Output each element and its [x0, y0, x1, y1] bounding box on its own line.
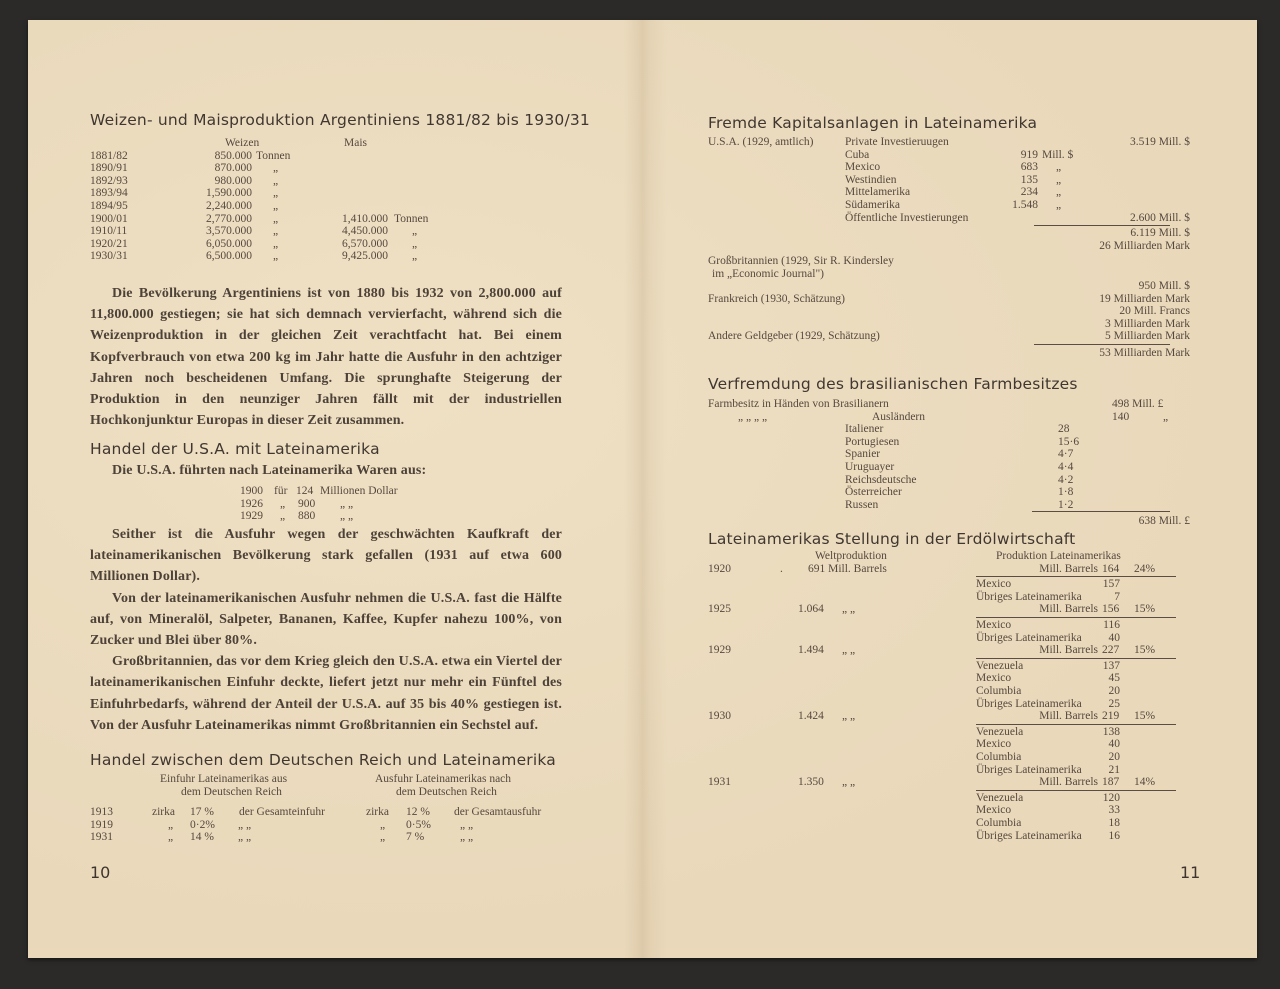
usa-exports-table — [240, 485, 480, 523]
table-header — [90, 137, 510, 150]
dot: . — [780, 562, 783, 575]
region-unit: „ — [1056, 161, 1062, 174]
latam-value: 164 — [1102, 562, 1120, 575]
page-number-right: 11 — [1180, 863, 1201, 882]
import-suffix: „ „ — [238, 818, 252, 831]
oil-year: 1930 — [708, 710, 731, 723]
import-value: 17 % — [190, 806, 214, 819]
oil-table — [708, 550, 1188, 850]
year-cell: 1926 — [240, 497, 263, 510]
nation-value: 1·8 — [1058, 486, 1074, 499]
unit-cell: Tonnen — [394, 212, 429, 225]
country-name: Columbia — [976, 816, 1022, 829]
weizen-cell: 2,240.000 — [206, 199, 252, 212]
unit-label: Mill. Barrels — [1039, 644, 1098, 657]
nation-value: 4·7 — [1058, 448, 1074, 461]
country-name: Columbia — [976, 684, 1022, 697]
page-number-left: 10 — [90, 863, 111, 882]
brazil-farms-title: Verfremdung des brasilianischen Farmbesitzes — [708, 375, 1078, 393]
table-row — [90, 225, 510, 238]
unit-cell: „ — [273, 250, 279, 263]
unit-cell: „ „ — [340, 510, 354, 523]
unit-cell: „ — [273, 225, 279, 238]
right-page — [640, 20, 1257, 958]
unit-label: Mill. Barrels — [1039, 710, 1098, 723]
export-value: 12 % — [406, 806, 430, 819]
country-value: 7 — [1114, 590, 1120, 603]
export-suffix: „ „ — [460, 831, 474, 844]
country-value: 20 — [1108, 684, 1120, 697]
usa-trade-paragraphs — [90, 524, 562, 736]
import-suffix: der Gesamteinfuhr — [239, 806, 325, 819]
value-cell: 880 — [298, 510, 316, 523]
region-value: 234 — [1020, 186, 1038, 199]
country-name: Mexico — [976, 618, 1012, 631]
year-cell: 1894/95 — [90, 199, 128, 212]
nation-value: 4·4 — [1058, 460, 1074, 473]
world-value: 691 Mill. Barrels — [808, 562, 887, 575]
paragraph-share: Von der lateinamerikanischen Ausfuhr nehmen die U.S.A. fast die Hälfte auf, von Mineralöl, Salpeter, Bananen, Kaffee, Kupfer nahezu 100%, von Zucker und Blei über 80%. — [90, 590, 562, 649]
wheat-maize-title: Weizen- und Maisproduktion Argentiniens 1881/82 bis 1930/31 — [90, 111, 590, 129]
table-row — [708, 174, 1188, 187]
country-value: 138 — [1102, 725, 1120, 738]
export-suffix: der Gesamtausfuhr — [454, 806, 542, 819]
latam-share: 15% — [1134, 710, 1156, 723]
mais-cell: 9,425.000 — [342, 250, 388, 263]
import-prefix: zirka — [152, 806, 175, 819]
table-row — [708, 161, 1188, 174]
unit-cell: „ — [273, 174, 279, 187]
country-name: Übriges Lateinamerika — [976, 631, 1082, 644]
weizen-cell: 6,500.000 — [206, 250, 252, 263]
import-value: 0·2% — [190, 818, 215, 831]
german-trade-table: Einfuhr Lateinamerikas aus Ausfuhr Lateinamerikas nach dem Deutschen Reich dem Deutschen Reich 1913 zirka 17 % der Gesamteinfuhr zirka 12 % der Gesamtausfuhr 1919 „ 0·2% „ „ „ 0·5% „ „ 1931 „ 14 % „ „ „ 7 % „ „ — [90, 773, 570, 844]
import-prefix: „ — [168, 818, 174, 831]
latam-value: 156 — [1102, 603, 1120, 616]
year-cell: 1892/93 — [90, 174, 128, 187]
country-name: Venezuela — [976, 791, 1024, 804]
year-cell: 1910/11 — [90, 225, 128, 238]
usa-trade-intro: Die U.S.A. führten nach Lateinamerika Waren aus: — [112, 463, 427, 478]
country-value: 45 — [1108, 672, 1120, 685]
region-value: 919 — [1020, 148, 1038, 161]
left-page — [28, 20, 640, 958]
nation-name: Spanier — [845, 448, 881, 461]
world-value: 1.494 — [798, 644, 824, 657]
table-row — [708, 499, 1188, 512]
country-name: Mexico — [976, 804, 1012, 817]
country-name: Übriges Lateinamerika — [976, 697, 1082, 710]
year-cell: 1930/31 — [90, 250, 128, 263]
region-value: 135 — [1020, 173, 1038, 186]
nation-name: Russen — [845, 498, 879, 511]
unit-cell: Millionen Dollar — [320, 485, 398, 497]
nation-value: 1·2 — [1058, 498, 1074, 511]
prefix-cell: „ — [280, 497, 286, 510]
table-row — [708, 461, 1188, 474]
region-value: 683 — [1020, 161, 1038, 174]
world-ditto: „ „ — [842, 644, 856, 657]
year-cell: 1900 — [240, 485, 263, 497]
usa-trade-title: Handel der U.S.A. mit Lateinamerika — [90, 440, 380, 458]
country-value: 18 — [1108, 816, 1120, 829]
weizen-cell: 6,050.000 — [206, 237, 252, 250]
table-row — [90, 213, 510, 226]
latam-value: 187 — [1102, 776, 1120, 789]
year-cell: 1881/82 — [90, 149, 128, 162]
brazil-total: 638 Mill. £ — [1138, 515, 1190, 527]
table-row — [90, 831, 570, 844]
export-value: 0·5% — [406, 818, 431, 831]
nation-value: 28 — [1058, 423, 1070, 436]
unit-cell: „ — [273, 187, 279, 200]
german-trade-title: Handel zwischen dem Deutschen Reich und Lateinamerika — [90, 751, 556, 769]
latam-share: 15% — [1134, 603, 1156, 616]
weizen-cell: 2,770.000 — [206, 212, 252, 225]
col-mais: Mais — [344, 137, 367, 149]
table-row — [90, 187, 510, 200]
brazil-farms-table: Farmbesitz in Händen von Brasilianern 498 Mill. £ „ „ „ „ Ausländern 140 „ Italiener 28 Portugiesen 15·6 Spanier 4·7 Uruguayer 4·4 Reichsdeutsche 4·2 Österreicher 1·8 Russen 1·2 638 Mill. £ — [708, 398, 1190, 527]
table-row — [240, 485, 480, 498]
private-total: 3.519 Mill. $ — [1129, 136, 1190, 148]
country-value: 40 — [1108, 738, 1120, 751]
usa-total: 6.119 Mill. $ — [1130, 227, 1190, 239]
unit-cell: „ — [273, 162, 279, 175]
table-row — [708, 186, 1188, 199]
region-value: 1.548 — [1012, 198, 1038, 211]
col-export-header: Ausfuhr Lateinamerikas nach — [375, 773, 512, 785]
nation-name: Italiener — [845, 423, 884, 436]
country-value: 157 — [1102, 578, 1120, 591]
grand-total: 53 Milliarden Mark — [1099, 347, 1190, 359]
region-unit: „ — [1056, 173, 1062, 186]
mais-cell: 6,570.000 — [342, 237, 388, 250]
export-prefix: „ — [380, 818, 386, 831]
unit-label: Mill. Barrels — [1039, 562, 1098, 575]
country-value: 120 — [1102, 791, 1120, 804]
country-name: Venezuela — [976, 659, 1024, 672]
year-cell: 1913 — [90, 806, 113, 819]
import-prefix: „ — [168, 831, 174, 844]
paragraph-britain: Großbritannien, das vor dem Krieg gleich den U.S.A. etwa ein Viertel der lateinamerikanischen Einfuhr deckte, liefert jetzt nur mehr ein Fünftel des Einfuhrbedarfs, während der Anteil der U.S.A. auf 35 bis 40% gestiegen ist. Von der Ausfuhr Lateinamerikas nimmt Großbritannien ein Sechstel auf. — [90, 654, 562, 733]
year-cell: 1900/01 — [90, 212, 128, 225]
prefix-cell: „ — [280, 510, 286, 523]
unit-cell: „ „ — [340, 497, 354, 510]
book-spread — [28, 20, 1257, 958]
col-world: Weltproduktion — [815, 550, 887, 562]
region-name: Westindien — [845, 173, 897, 186]
table-row — [708, 149, 1188, 162]
unit-cell: „ — [273, 212, 279, 225]
table-row — [240, 510, 480, 523]
table-row — [90, 162, 510, 175]
country-value: 16 — [1108, 829, 1120, 842]
country-name: Venezuela — [976, 725, 1024, 738]
foreign-capital-table: U.S.A. (1929, amtlich) Private Investieruugen 3.519 Mill. $ Cuba 919 Mill. $ Mexico 683 „ Westindien 135 „ Mittelamerika 234 „ Südamerika 1.548 „ Öffentliche Investierungen 2.600 Mill. $ 6.119 Mill. $ 26 Milliarden Mark Großbritannien (1929, Sir R. Kindersley im „Economic Journal") 950 Mill. $ 19 Milliarden Mark Frankreich (1930, Schätzung) 20 Mill. Francs 3 Milliarden Mark Andere Geldgeber (1929, Schätzung) 5 Milliarden Mark 53 Milliarden Mark — [708, 136, 1190, 359]
country-name: Übriges Lateinamerika — [976, 590, 1082, 603]
oil-rule — [976, 658, 1176, 659]
world-ditto: „ „ — [842, 710, 856, 723]
region-unit: „ — [1056, 186, 1062, 199]
oil-rule — [976, 790, 1176, 791]
latam-share: 14% — [1134, 776, 1156, 789]
table-row — [708, 474, 1188, 487]
export-suffix: „ „ — [460, 818, 474, 831]
country-value: 20 — [1108, 750, 1120, 763]
unit-cell: „ — [273, 199, 279, 212]
year-cell: 1893/94 — [90, 187, 128, 200]
unit-label: Mill. Barrels — [1039, 603, 1098, 616]
table-row — [90, 238, 510, 251]
year-cell: 1919 — [90, 818, 113, 831]
table-row — [240, 498, 480, 511]
weizen-cell: 870.000 — [214, 162, 252, 175]
table-row — [708, 199, 1188, 212]
table-row — [90, 250, 510, 263]
country-value: 137 — [1102, 659, 1120, 672]
sum-rule — [1034, 225, 1170, 226]
nation-value: 4·2 — [1058, 473, 1074, 486]
unit-cell: „ — [273, 237, 279, 250]
oil-rule — [976, 617, 1176, 618]
oil-year: 1931 — [708, 776, 731, 789]
year-cell: 1931 — [90, 831, 113, 844]
country-value: 40 — [1108, 631, 1120, 644]
region-name: Südamerika — [845, 198, 900, 211]
region-name: Mittelamerika — [845, 186, 911, 199]
country-value: 21 — [1108, 763, 1120, 776]
world-ditto: „ „ — [842, 603, 856, 616]
world-value: 1.064 — [798, 603, 824, 616]
country-name: Übriges Lateinamerika — [976, 829, 1082, 842]
col-latam: Produktion Lateinamerikas — [996, 550, 1121, 562]
table-row — [708, 423, 1188, 436]
weizen-cell: 980.000 — [214, 174, 252, 187]
col-weizen: Weizen — [225, 137, 260, 149]
export-prefix: „ — [380, 831, 386, 844]
oil-year: 1929 — [708, 644, 731, 657]
public-total: 2.600 Mill. $ — [1129, 211, 1190, 224]
world-value: 1.424 — [798, 710, 824, 723]
weizen-cell: 1,590.000 — [206, 187, 252, 200]
wheat-maize-table — [90, 137, 510, 263]
table-row — [90, 200, 510, 213]
import-suffix: „ „ — [238, 831, 252, 844]
latam-value: 219 — [1102, 710, 1120, 723]
oil-rule — [976, 576, 1176, 577]
oil-title: Lateinamerikas Stellung in der Erdölwirtschaft — [708, 530, 1076, 548]
region-unit: „ — [1056, 198, 1062, 211]
paragraph-decline: Seither ist die Ausfuhr wegen der geschwächten Kaufkraft der lateinamerikanischen Bevölkerung stark gefallen (1931 auf etwa 600 Millionen Dollar). — [90, 527, 562, 585]
country-value: 116 — [1103, 618, 1120, 631]
region-unit: Mill. $ — [1042, 148, 1074, 161]
country-name: Mexico — [976, 672, 1012, 685]
unit-cell: Tonnen — [256, 149, 291, 162]
mais-cell: 1,410.000 — [342, 212, 388, 225]
table-row — [90, 806, 570, 819]
year-cell: 1929 — [240, 510, 263, 523]
latam-value: 227 — [1102, 644, 1120, 657]
nation-value: 15·6 — [1058, 435, 1080, 448]
world-value: 1.350 — [798, 776, 824, 789]
year-cell: 1890/91 — [90, 162, 128, 175]
weizen-cell: 3,570.000 — [206, 225, 252, 238]
col-import-header: Einfuhr Lateinamerikas aus — [160, 773, 288, 785]
latam-share: 15% — [1134, 644, 1156, 657]
unit-cell: „ — [412, 250, 418, 263]
population-paragraph: Die Bevölkerung Argentiniens ist von 1880 bis 1932 von 2,800.000 auf 11,800.000 gestiegen; sie hat sich demnach vervierfacht, während sich die Weizenproduktion in der gleichen Zeit verachtfacht hat. Bei einem Kopfverbrauch von etwa 200 kg im Jahr hatte die Ausfuhr in den achtziger Jahren noch bescheidenen Umfang. Die sprunghafte Steigerung der Produktion in den neunziger Jahren fällt mit der industriellen Hochkonjunktur Europas in dieser Zeit zusammen. — [90, 286, 562, 429]
prefix-cell: für — [274, 485, 288, 497]
table-row — [90, 175, 510, 188]
mais-cell: 4,450.000 — [342, 225, 388, 238]
weizen-cell: 850.000 — [214, 149, 252, 162]
nation-name: Österreicher — [845, 486, 902, 499]
country-value: 25 — [1108, 697, 1120, 710]
export-prefix: zirka — [366, 806, 389, 819]
world-ditto: „ „ — [842, 776, 856, 789]
unit-label: Mill. Barrels — [1039, 776, 1098, 789]
region-name: Mexico — [845, 161, 881, 174]
oil-year: 1920 — [708, 562, 731, 575]
oil-year: 1925 — [708, 603, 731, 616]
country-name: Mexico — [976, 738, 1012, 751]
oil-rule — [976, 724, 1176, 725]
foreign-capital-title: Fremde Kapitalsanlagen in Lateinamerika — [708, 114, 1038, 132]
value-cell: 900 — [298, 497, 316, 510]
export-value: 7 % — [406, 831, 425, 844]
table-row — [90, 150, 510, 163]
country-name: Mexico — [976, 578, 1012, 591]
nation-name: Reichsdeutsche — [845, 473, 917, 486]
country-value: 33 — [1108, 804, 1120, 817]
country-name: Columbia — [976, 750, 1022, 763]
value-cell: 124 — [296, 485, 314, 497]
unit-cell: „ — [412, 237, 418, 250]
nation-name: Uruguayer — [845, 460, 895, 473]
table-row — [708, 436, 1188, 449]
import-value: 14 % — [190, 831, 214, 844]
table-row — [708, 486, 1188, 499]
latam-share: 24% — [1134, 562, 1156, 575]
nation-name: Portugiesen — [845, 435, 900, 448]
unit-cell: „ — [412, 225, 418, 238]
table-row — [90, 819, 570, 832]
region-name: Cuba — [845, 148, 870, 161]
table-row — [708, 448, 1188, 461]
country-name: Übriges Lateinamerika — [976, 763, 1082, 776]
year-cell: 1920/21 — [90, 237, 128, 250]
